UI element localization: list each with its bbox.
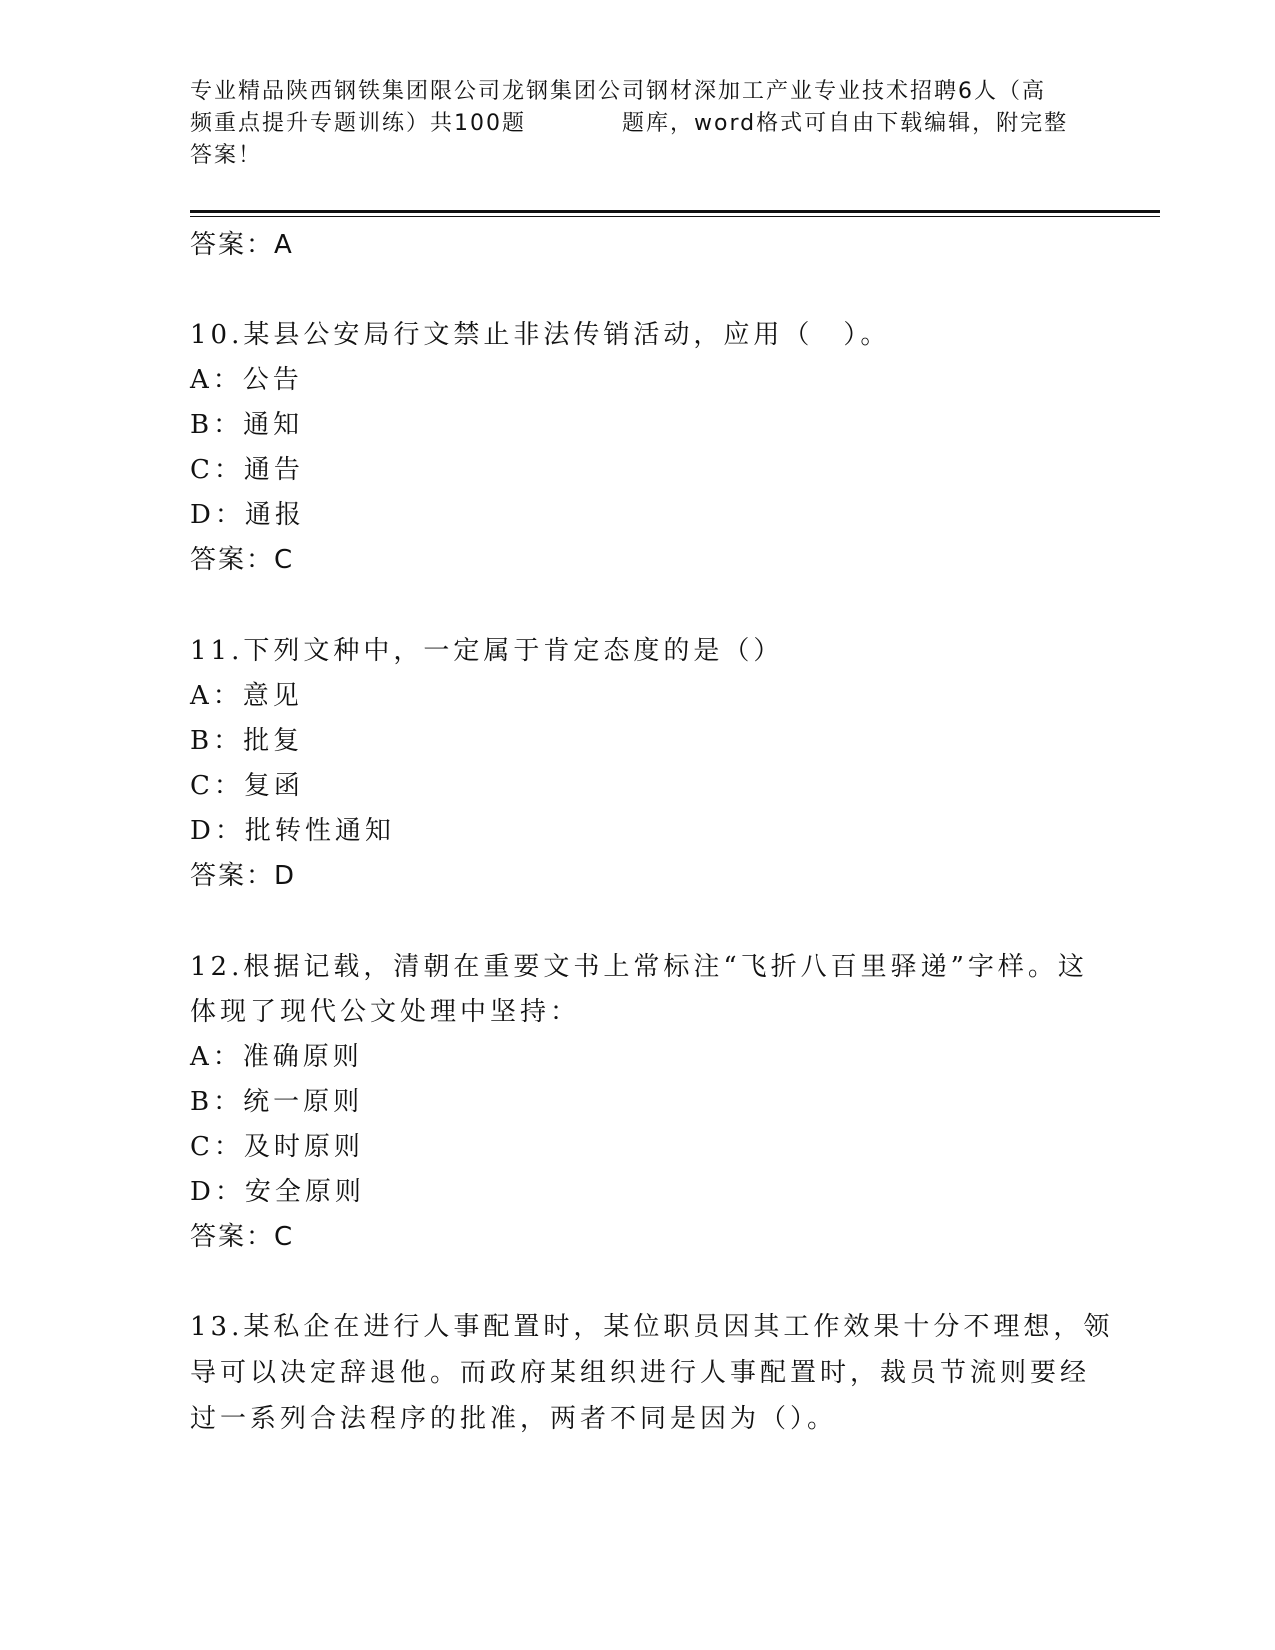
- question-11-option-a: A：意见: [190, 681, 303, 711]
- question-12-option-a: A：准确原则: [190, 1042, 363, 1072]
- question-12-answer: 答案：C: [190, 1222, 295, 1252]
- question-11-answer: 答案：D: [190, 861, 297, 891]
- question-12-stem-line-1: 12.根据记载，清朝在重要文书上常标注“飞折八百里驿递”字样。这: [190, 952, 1088, 982]
- question-13-stem-line-1: 13.某私企在进行人事配置时，某位职员因其工作效果十分不理想，领: [190, 1312, 1114, 1342]
- question-10-option-b: B：通知: [190, 410, 304, 440]
- page-header: [190, 76, 1090, 172]
- question-12-option-c: C：及时原则: [190, 1132, 364, 1162]
- header-line-1: 专业精品陕西钢铁集团限公司龙钢集团公司钢材深加工产业专业技术招聘6人（高: [190, 79, 1046, 104]
- question-11-option-d: D：批转性通知: [190, 816, 395, 846]
- header-rule-thin: [190, 216, 1160, 217]
- question-11-stem: 11.下列文种中，一定属于肯定态度的是（）: [190, 636, 784, 666]
- question-10-option-c: C：通告: [190, 455, 304, 485]
- question-10-stem: 10.某县公安局行文禁止非法传销活动，应用（ ）。: [190, 320, 891, 350]
- question-13-stem-line-3: 过一系列合法程序的批准，两者不同是因为（）。: [190, 1404, 838, 1434]
- answer-9: 答案：A: [190, 230, 294, 260]
- question-12-option-b: B：统一原则: [190, 1087, 364, 1117]
- header-rule-thick: [190, 210, 1160, 213]
- question-11-option-b: B：批复: [190, 726, 304, 756]
- question-11-option-c: C：复函: [190, 771, 304, 801]
- question-12-stem-line-2: 体现了现代公文处理中坚持：: [190, 997, 581, 1027]
- header-line-2: 频重点提升专题训练）共100题 题库，word格式可自由下载编辑，附完整: [190, 111, 1069, 136]
- question-12-option-d: D：安全原则: [190, 1177, 365, 1207]
- question-10-answer: 答案：C: [190, 545, 295, 575]
- question-10-option-a: A：公告: [190, 365, 303, 395]
- header-line-3: 答案！: [190, 143, 263, 168]
- question-13-stem-line-2: 导可以决定辞退他。而政府某组织进行人事配置时，裁员节流则要经: [190, 1358, 1091, 1388]
- question-10-option-d: D：通报: [190, 500, 305, 530]
